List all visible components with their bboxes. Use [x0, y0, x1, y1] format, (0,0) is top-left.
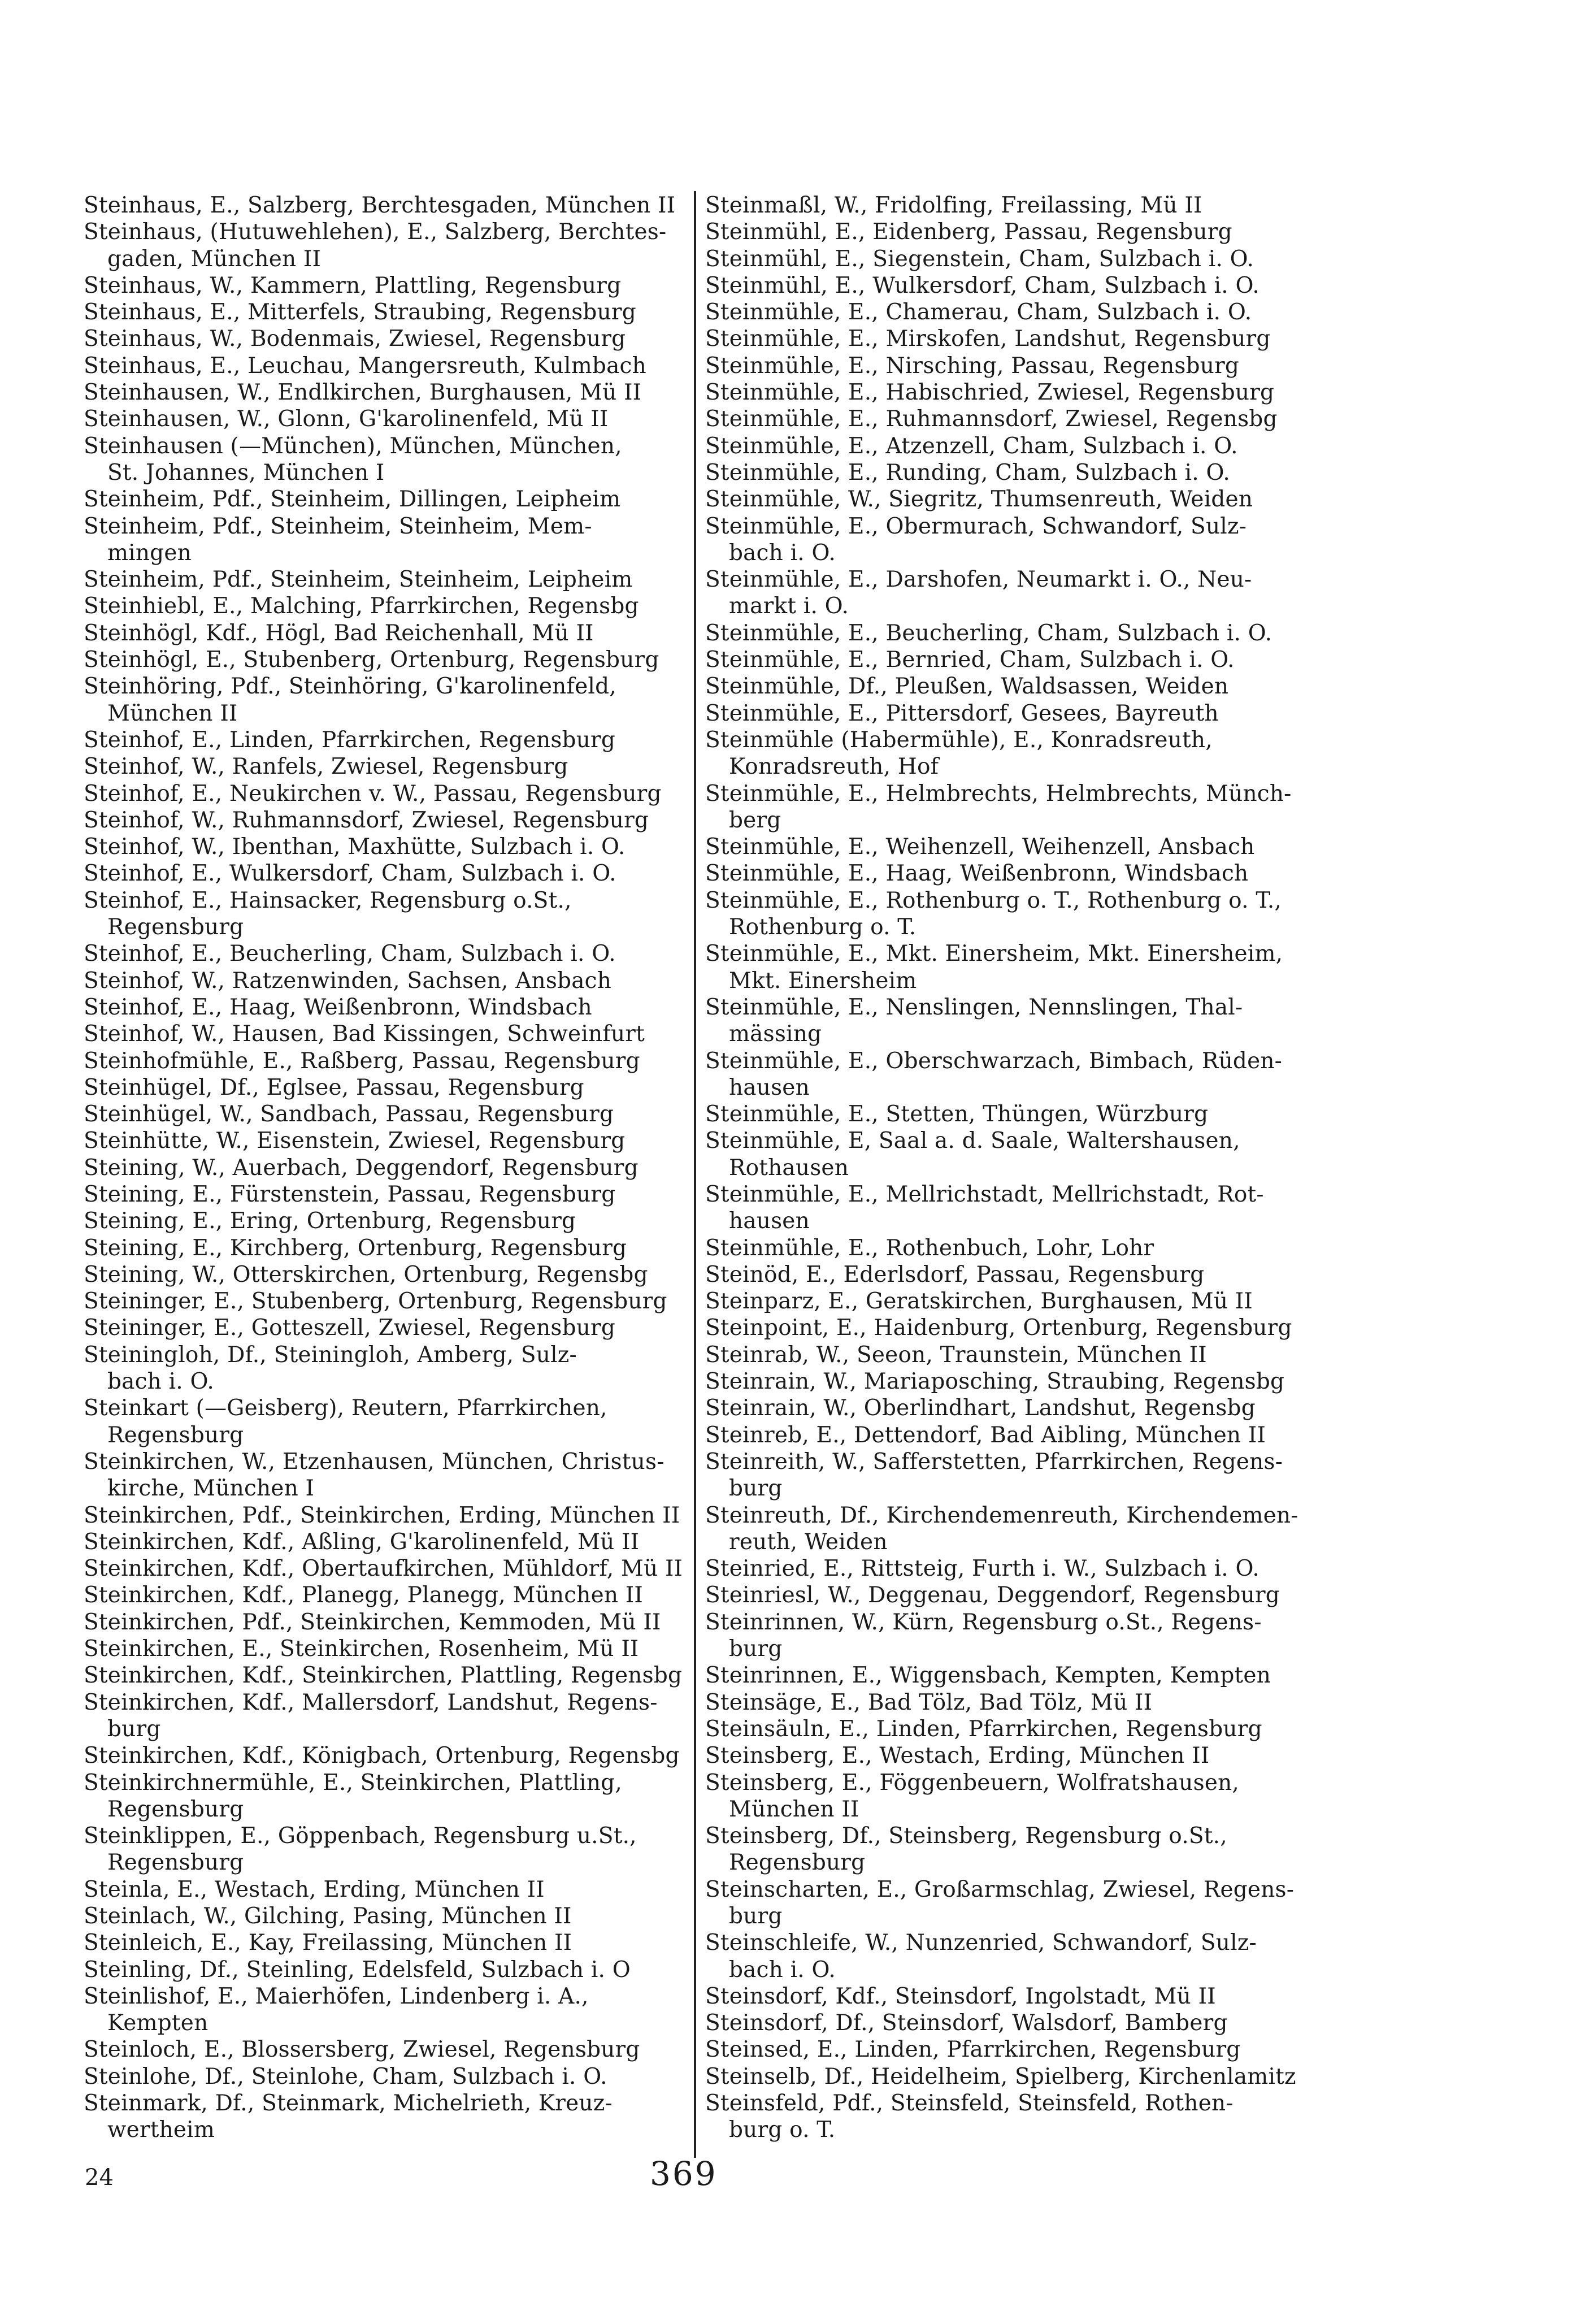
entry-line: Steinmühle, E., Nirsching, Passau, Regensburg [705, 353, 1240, 379]
entry-line: Steinhügel, W., Sandbach, Passau, Regensburg [84, 1102, 614, 1128]
gazetteer-entry [705, 1930, 1361, 1983]
entry-continuation-line: mässing [729, 1021, 822, 1047]
column-divider [694, 191, 696, 2158]
gazetteer-entry [705, 1876, 1361, 1930]
entry-line: Steinpoint, E., Haidenburg, Ortenburg, Regensburg [705, 1315, 1292, 1341]
entry-line: Steinmühle, E., Nenslingen, Nennslingen, Thal- [705, 994, 1243, 1020]
entry-continuation-line: St. Johannes, München I [107, 459, 385, 485]
entry-line: Steinrain, W., Mariaposching, Straubing, Regensbg [705, 1369, 1285, 1395]
gazetteer-entry [705, 433, 1361, 459]
entry-line: Steinhof, W., Ranfels, Zwiesel, Regensburg [84, 754, 568, 780]
entry-line: Steinhütte, W., Eisenstein, Zwiesel, Regensburg [84, 1128, 626, 1154]
gazetteer-entry [705, 727, 1361, 781]
gazetteer-entry [84, 486, 688, 513]
entry-line: Steinleich, E., Kay, Freilassing, München II [84, 1930, 572, 1956]
entry-line: Steinhof, W., Hausen, Bad Kissingen, Schweinfurt [84, 1021, 645, 1047]
entry-continuation-line: burg [107, 1716, 161, 1742]
gazetteer-entry [705, 459, 1361, 486]
entry-line: Steinhausen (—München), München, München, [84, 433, 622, 459]
gazetteer-entry [84, 1235, 688, 1261]
gazetteer-entry [84, 326, 688, 352]
entry-continuation-line: burg o. T. [729, 2117, 836, 2143]
gazetteer-entry [84, 781, 688, 807]
entry-continuation-line: Mkt. Einersheim [729, 968, 917, 994]
entry-line: Steining, W., Auerbach, Deggendorf, Regensburg [84, 1155, 639, 1181]
gazetteer-entry [84, 1021, 688, 1047]
gazetteer-entry [84, 1288, 688, 1315]
entry-line: Steinsdorf, Df., Steinsdorf, Walsdorf, Bamberg [705, 2010, 1228, 2036]
entry-continuation-line: bach i. O. [729, 540, 836, 566]
entry-line: Steinhaus, E., Salzberg, Berchtesgaden, München II [84, 193, 676, 218]
gazetteer-entry [84, 1876, 688, 1903]
entry-line: Steinkirchen, Pdf., Steinkirchen, Kemmoden, Mü II [84, 1609, 661, 1635]
entry-continuation-line: mingen [107, 540, 192, 566]
entry-continuation-line: burg [729, 1476, 783, 1502]
entry-continuation-line: burg [729, 1636, 783, 1662]
entry-line: Steinheim, Pdf., Steinheim, Steinheim, Leipheim [84, 567, 633, 593]
gazetteer-entry [705, 1048, 1361, 1102]
gazetteer-entry [705, 1582, 1361, 1608]
entry-line: Steinkirchnermühle, E., Steinkirchen, Plattling, [84, 1770, 622, 1796]
entry-line: Steinhögl, Kdf., Högl, Bad Reichenhall, Mü II [84, 620, 594, 646]
entry-line: Steinhaus, E., Leuchau, Mangersreuth, Kulmbach [84, 353, 646, 379]
entry-line: Steinmühle, E., Beucherling, Cham, Sulzbach i. O. [705, 620, 1272, 646]
entry-continuation-line: Rothausen [729, 1155, 849, 1181]
entry-line: Steinhof, E., Linden, Pfarrkirchen, Regensburg [84, 727, 616, 753]
entry-line: Steinlach, W., Gilching, Pasing, München II [84, 1904, 572, 1929]
gazetteer-entry [705, 219, 1361, 245]
entry-line: Steinmaßl, W., Fridolfing, Freilassing, Mü II [705, 193, 1202, 218]
entry-line: Steinmühle, E, Saal a. d. Saale, Waltershausen, [705, 1128, 1240, 1154]
gazetteer-entry [705, 2090, 1361, 2144]
gazetteer-entry [84, 860, 688, 887]
entry-line: Steinriesl, W., Deggenau, Deggendorf, Regensburg [705, 1582, 1280, 1608]
entry-line: Steinsäge, E., Bad Tölz, Bad Tölz, Mü II [705, 1689, 1153, 1715]
entry-continuation-line: München II [107, 700, 238, 726]
entry-line: Steinschleife, W., Nunzenried, Schwandorf, Sulz- [705, 1930, 1257, 1956]
entry-line: Steinhof, E., Wulkersdorf, Cham, Sulzbach i. O. [84, 861, 616, 887]
gazetteer-entry [84, 1261, 688, 1288]
entry-line: Steinhöring, Pdf., Steinhöring, G'karolinenfeld, [84, 674, 616, 700]
gazetteer-entry [705, 1368, 1361, 1395]
entry-line: Steinmühle, E., Darshofen, Neumarkt i. O., Neu- [705, 567, 1252, 593]
entry-continuation-line: Regensburg [107, 914, 244, 940]
gazetteer-entry [705, 326, 1361, 352]
gazetteer-entry [705, 1235, 1361, 1261]
entry-line: Steinlohe, Df., Steinlohe, Cham, Sulzbach i. O. [84, 2063, 607, 2089]
gazetteer-entry [705, 2036, 1361, 2063]
gazetteer-entry [84, 513, 688, 567]
printer-signature: 24 [85, 2165, 114, 2191]
entry-continuation-line: gaden, München II [107, 246, 322, 272]
entry-line: Steinreith, W., Safferstetten, Pfarrkirchen, Regens- [705, 1449, 1283, 1475]
entry-line: Steinsberg, E., Westach, Erding, München II [705, 1743, 1210, 1769]
gazetteer-entry [705, 192, 1361, 219]
gazetteer-entry [705, 1181, 1361, 1235]
gazetteer-entry [84, 1662, 688, 1689]
entry-line: Steinmühle, E., Weihenzell, Weihenzell, Ansbach [705, 834, 1255, 860]
gazetteer-entry [705, 272, 1361, 299]
page-number: 369 [650, 2154, 718, 2193]
entry-line: Steinhaus, (Hutuwehlehen), E., Salzberg, Berchtes- [84, 219, 667, 245]
entry-line: Steiningloh, Df., Steiningloh, Amberg, Sulz- [84, 1342, 577, 1368]
entry-line: Steinmühle, E., Helmbrechts, Helmbrechts, Münch- [705, 781, 1292, 807]
entry-line: Steinscharten, E., Großarmschlag, Zwiesel, Regens- [705, 1876, 1295, 1902]
gazetteer-entry [84, 968, 688, 994]
entry-line: Steinmühle, E., Haag, Weißenbronn, Windsbach [705, 861, 1249, 887]
entry-line: Steinmühle, E., Rothenburg o. T., Rothenburg o. T., [705, 887, 1282, 913]
gazetteer-entry [84, 2063, 688, 2090]
gazetteer-entry [84, 1930, 688, 1956]
gazetteer-entry [705, 513, 1361, 567]
gazetteer-entry [84, 727, 688, 753]
gazetteer-entry [705, 1288, 1361, 1315]
entry-line: Steinhaus, W., Bodenmais, Zwiesel, Regensburg [84, 326, 626, 352]
entry-line: Steinhaus, E., Mitterfels, Straubing, Regensburg [84, 300, 636, 326]
entry-line: Steinhofmühle, E., Raßberg, Passau, Regensburg [84, 1048, 640, 1074]
gazetteer-entry [84, 1155, 688, 1181]
entry-continuation-line: München II [729, 1796, 859, 1822]
gazetteer-entry [705, 673, 1361, 700]
gazetteer-entry [84, 433, 688, 487]
entry-line: Steinkirchen, W., Etzenhausen, München, Christus- [84, 1449, 664, 1475]
entry-line: Steinkart (—Geisberg), Reutern, Pfarrkirchen, [84, 1395, 607, 1421]
gazetteer-entry [705, 486, 1361, 513]
entry-continuation-line: hausen [729, 1074, 810, 1100]
entry-continuation-line: markt i. O. [729, 593, 849, 619]
gazetteer-entry [705, 566, 1361, 620]
entry-line: Steinkirchen, E., Steinkirchen, Rosenheim, Mü II [84, 1636, 639, 1662]
gazetteer-entry [84, 2036, 688, 2063]
entry-line: Steinmühle, E., Rothenbuch, Lohr, Lohr [705, 1235, 1154, 1261]
entry-line: Steinkirchen, Kdf., Aßling, G'karolinenfeld, Mü II [84, 1529, 640, 1555]
gazetteer-entry [705, 246, 1361, 272]
gazetteer-entry [84, 1903, 688, 1930]
entry-line: Steinheim, Pdf., Steinheim, Steinheim, Mem- [84, 513, 592, 539]
gazetteer-entry [705, 781, 1361, 834]
entry-line: Steining, E., Fürstenstein, Passau, Regensburg [84, 1181, 616, 1207]
gazetteer-entry [705, 1449, 1361, 1502]
entry-line: Steinmühle (Habermühle), E., Konradsreuth, [705, 727, 1213, 753]
entry-continuation-line: berg [729, 807, 781, 833]
gazetteer-entry [705, 1716, 1361, 1742]
entry-line: Steinklippen, E., Göppenbach, Regensburg u.St., [84, 1823, 637, 1849]
gazetteer-entry [705, 1689, 1361, 1716]
entry-line: Steinried, E., Rittsteig, Furth i. W., Sulzbach i. O. [705, 1556, 1259, 1582]
gazetteer-entry [84, 1636, 688, 1662]
entry-line: Steinkirchen, Kdf., Mallersdorf, Landshut, Regens- [84, 1689, 658, 1715]
entry-line: Steinmühle, E., Obermurach, Schwandorf, Sulz- [705, 513, 1247, 539]
gazetteer-entry [705, 1502, 1361, 1556]
entry-line: Steinling, Df., Steinling, Edelsfeld, Sulzbach i. O [84, 1957, 631, 1983]
gazetteer-entry [84, 272, 688, 299]
gazetteer-entry [705, 1555, 1361, 1582]
entry-continuation-line: Regensburg [107, 1796, 244, 1822]
gazetteer-entry [84, 566, 688, 593]
gazetteer-entry [84, 192, 688, 219]
gazetteer-entry [84, 1208, 688, 1234]
entry-line: Steinreb, E., Dettendorf, Bad Aibling, München II [705, 1422, 1266, 1448]
gazetteer-entry [705, 860, 1361, 887]
gazetteer-entry [84, 1823, 688, 1876]
entry-line: Steinhügel, Df., Eglsee, Passau, Regensburg [84, 1074, 584, 1100]
entry-line: Steinmühle, E., Oberschwarzach, Bimbach, Rüden- [705, 1048, 1283, 1074]
entry-continuation-line: Regensburg [729, 1850, 866, 1876]
gazetteer-entry [705, 2063, 1361, 2090]
entry-line: Steinrain, W., Oberlindhart, Landshut, Regensbg [705, 1395, 1256, 1421]
gazetteer-entry [84, 1315, 688, 1341]
gazetteer-entry [84, 1582, 688, 1608]
gazetteer-entry [705, 1395, 1361, 1421]
gazetteer-entry [84, 353, 688, 379]
gazetteer-entry [84, 2090, 688, 2144]
entry-line: Steinmühle, E., Habischried, Zwiesel, Regensburg [705, 380, 1275, 406]
entry-line: Steinhof, E., Hainsacker, Regensburg o.St., [84, 887, 572, 913]
gazetteer-entry [84, 1555, 688, 1582]
gazetteer-entry [84, 647, 688, 673]
gazetteer-entry [705, 1770, 1361, 1823]
entry-line: Steinhögl, E., Stubenberg, Ortenburg, Regensburg [84, 647, 659, 673]
gazetteer-entry [84, 1342, 688, 1395]
entry-line: Steinsberg, E., Föggenbeuern, Wolfratshausen, [705, 1770, 1240, 1796]
gazetteer-entry [84, 1529, 688, 1555]
entry-line: Steinhof, E., Beucherling, Cham, Sulzbach i. O. [84, 941, 616, 967]
entry-line: Steinkirchen, Kdf., Steinkirchen, Plattling, Regensbg [84, 1663, 683, 1689]
gazetteer-entry [84, 379, 688, 406]
entry-line: Steinmühle, E., Atzenzell, Cham, Sulzbach i. O. [705, 433, 1238, 459]
entry-line: Steinmühle, E., Mirskofen, Landshut, Regensburg [705, 326, 1271, 352]
gazetteer-entry [705, 353, 1361, 379]
gazetteer-entry [84, 1609, 688, 1636]
gazetteer-entry [84, 807, 688, 834]
entry-line: Steining, E., Ering, Ortenburg, Regensburg [84, 1208, 576, 1234]
entry-line: Steinlishof, E., Maierhöfen, Lindenberg i. A., [84, 1983, 589, 2009]
entry-continuation-line: hausen [729, 1208, 810, 1234]
entry-line: Steinmühle, Df., Pleußen, Waldsassen, Weiden [705, 674, 1229, 700]
entry-line: Steinrab, W., Seeon, Traunstein, München II [705, 1342, 1207, 1368]
gazetteer-entry [705, 406, 1361, 432]
entry-line: Steinhaus, W., Kammern, Plattling, Regensburg [84, 272, 622, 298]
gazetteer-entry [84, 1742, 688, 1769]
entry-line: Steinrinnen, E., Wiggensbach, Kempten, Kempten [705, 1663, 1271, 1689]
entry-line: Steinselb, Df., Heidelheim, Spielberg, Kirchenlamitz [705, 2063, 1296, 2089]
gazetteer-entry [84, 887, 688, 941]
gazetteer-entry [84, 753, 688, 780]
entry-continuation-line: bach i. O. [729, 1957, 836, 1983]
gazetteer-entry [705, 2010, 1361, 2036]
entry-line: Steinmühl, E., Eidenberg, Passau, Regensburg [705, 219, 1232, 245]
gazetteer-entry [705, 1261, 1361, 1288]
entry-line: Steinmühle, E., Runding, Cham, Sulzbach i. O. [705, 459, 1230, 485]
entry-line: Steinkirchen, Kdf., Königbach, Ortenburg, Regensbg [84, 1743, 680, 1769]
entry-line: Steinmühle, E., Mellrichstadt, Mellrichstadt, Rot- [705, 1181, 1264, 1207]
gazetteer-entry [84, 593, 688, 619]
gazetteer-entry [84, 620, 688, 647]
gazetteer-entry [84, 1983, 688, 2037]
entry-continuation-line: wertheim [107, 2117, 215, 2143]
gazetteer-entry [705, 994, 1361, 1048]
gazetteer-entry [705, 647, 1361, 673]
gazetteer-entry [705, 1101, 1361, 1128]
entry-line: Steinmühle, W., Siegritz, Thumsenreuth, Weiden [705, 487, 1253, 513]
entry-line: Steinhof, W., Ruhmannsdorf, Zwiesel, Regensburg [84, 807, 649, 833]
gazetteer-entry [705, 1823, 1361, 1876]
entry-line: Steinkirchen, Pdf., Steinkirchen, Erding, München II [84, 1502, 680, 1528]
entry-line: Steinhof, W., Ratzenwinden, Sachsen, Ansbach [84, 968, 612, 994]
entry-line: Steinparz, E., Geratskirchen, Burghausen, Mü II [705, 1289, 1253, 1315]
entry-line: Steining, E., Kirchberg, Ortenburg, Regensburg [84, 1235, 627, 1261]
entry-continuation-line: bach i. O. [107, 1369, 214, 1395]
entry-continuation-line: Regensburg [107, 1422, 244, 1448]
entry-line: Steinhof, W., Ibenthan, Maxhütte, Sulzbach i. O. [84, 834, 626, 860]
entry-line: Steinhausen, W., Endlkirchen, Burghausen, Mü II [84, 380, 642, 406]
gazetteer-entry [705, 379, 1361, 406]
gazetteer-entry [705, 887, 1361, 941]
gazetteer-entry [84, 1128, 688, 1154]
gazetteer-entry [84, 406, 688, 432]
gazetteer-entry [705, 1422, 1361, 1449]
entry-continuation-line: reuth, Weiden [729, 1529, 888, 1555]
entry-line: Steinmühle, E., Bernried, Cham, Sulzbach i. O. [705, 647, 1235, 673]
gazetteer-entry [84, 1048, 688, 1074]
entry-line: Steinheim, Pdf., Steinheim, Dillingen, Leipheim [84, 487, 621, 513]
entry-line: Steinmühle, E., Pittersdorf, Gesees, Bayreuth [705, 700, 1219, 726]
entry-line: Steinsed, E., Linden, Pfarrkirchen, Regensburg [705, 2037, 1241, 2063]
entry-line: Steining, W., Otterskirchen, Ortenburg, Regensbg [84, 1261, 648, 1287]
entry-line: Steinmark, Df., Steinmark, Michelrieth, Kreuz- [84, 2091, 613, 2117]
gazetteer-entry [84, 1502, 688, 1529]
gazetteer-entry [705, 1609, 1361, 1663]
entry-line: Steinhiebl, E., Malching, Pfarrkirchen, Regensbg [84, 593, 639, 619]
entry-continuation-line: Kempten [107, 2010, 209, 2036]
entry-line: Steinsfeld, Pdf., Steinsfeld, Steinsfeld, Rothen- [705, 2091, 1233, 2117]
gazetteer-entry [84, 1957, 688, 1983]
gazetteer-entry [84, 834, 688, 860]
gazetteer-entry [705, 834, 1361, 860]
gazetteer-entry [84, 1074, 688, 1101]
gazetteer-entry [84, 673, 688, 727]
entry-line: Steinmühl, E., Siegenstein, Cham, Sulzbach i. O. [705, 246, 1254, 272]
entry-line: Steinsberg, Df., Steinsberg, Regensburg o.St., [705, 1823, 1227, 1849]
gazetteer-entry [84, 1395, 688, 1449]
entry-continuation-line: kirche, München I [107, 1476, 315, 1502]
entry-line: Steinhausen, W., Glonn, G'karolinenfeld, Mü II [84, 406, 609, 432]
gazetteer-entry [705, 620, 1361, 647]
gazetteer-entry [84, 219, 688, 272]
gazetteer-entry [705, 1315, 1361, 1341]
gazetteer-entry [84, 940, 688, 967]
entry-continuation-line: Konradsreuth, Hof [729, 754, 939, 780]
entry-continuation-line: Regensburg [107, 1850, 244, 1876]
left-column [84, 192, 688, 2144]
entry-line: Steinmühle, E., Stetten, Thüngen, Würzburg [705, 1102, 1209, 1128]
entry-line: Steinmühle, E., Ruhmannsdorf, Zwiesel, Regensbg [705, 406, 1278, 432]
entry-line: Steinsäuln, E., Linden, Pfarrkirchen, Regensburg [705, 1716, 1262, 1742]
gazetteer-entry [84, 1770, 688, 1823]
gazetteer-entry [84, 299, 688, 326]
entry-line: Steinloch, E., Blossersberg, Zwiesel, Regensburg [84, 2037, 640, 2063]
gazetteer-entry [705, 700, 1361, 727]
gazetteer-entry [84, 1181, 688, 1208]
gazetteer-entry [84, 994, 688, 1021]
gazetteer-entry [705, 299, 1361, 326]
entry-line: Steinöd, E., Ederlsdorf, Passau, Regensburg [705, 1261, 1205, 1287]
entry-line: Steinmühl, E., Wulkersdorf, Cham, Sulzbach i. O. [705, 272, 1259, 298]
entry-line: Steinhof, E., Haag, Weißenbronn, Windsbach [84, 994, 592, 1020]
entry-line: Steinmühle, E., Mkt. Einersheim, Mkt. Einersheim, [705, 941, 1283, 967]
gazetteer-entry [705, 1342, 1361, 1368]
entry-line: Steinmühle, E., Chamerau, Cham, Sulzbach i. O. [705, 300, 1252, 326]
entry-continuation-line: Rothenburg o. T. [729, 914, 917, 940]
entry-line: Steinkirchen, Kdf., Planegg, Planegg, München II [84, 1582, 644, 1608]
gazetteer-entry [84, 1689, 688, 1743]
entry-line: Steinhof, E., Neukirchen v. W., Passau, Regensburg [84, 781, 662, 807]
entry-line: Steinreuth, Df., Kirchendemenreuth, Kirchendemen- [705, 1502, 1298, 1528]
gazetteer-entry [705, 940, 1361, 994]
entry-line: Steininger, E., Gotteszell, Zwiesel, Regensburg [84, 1315, 616, 1341]
gazetteer-entry [705, 1983, 1361, 2010]
entry-continuation-line: burg [729, 1904, 783, 1929]
entry-line: Steinla, E., Westach, Erding, München II [84, 1876, 545, 1902]
entry-line: Steinkirchen, Kdf., Obertaufkirchen, Mühldorf, Mü II [84, 1556, 683, 1582]
gazetteer-entry [705, 1128, 1361, 1181]
gazetteer-entry [84, 1101, 688, 1128]
entry-line: Steininger, E., Stubenberg, Ortenburg, Regensburg [84, 1289, 667, 1315]
gazetteer-entry [84, 1449, 688, 1502]
gazetteer-entry [705, 1662, 1361, 1689]
gazetteer-entry [705, 1742, 1361, 1769]
entry-line: Steinrinnen, W., Kürn, Regensburg o.St., Regens- [705, 1609, 1262, 1635]
right-column [705, 192, 1361, 2144]
entry-line: Steinsdorf, Kdf., Steinsdorf, Ingolstadt, Mü II [705, 1983, 1216, 2009]
